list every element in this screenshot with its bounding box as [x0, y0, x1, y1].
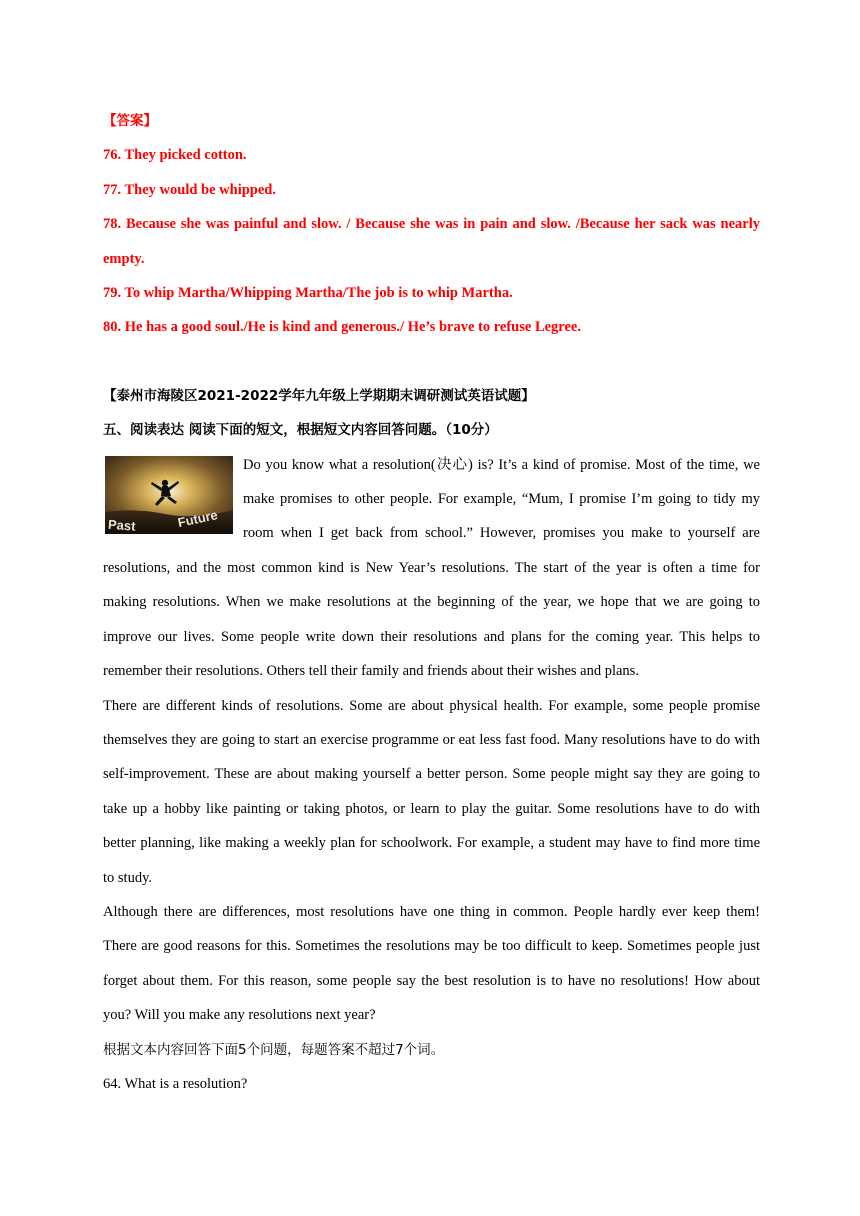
passage-paragraph-2: There are different kinds of resolutions. Some are about physical health. For example, some people promise themselves they are going to start an exercise programme or eat less fast food. Many resolutions have to do with self-improvement. These are about making yourself a better person. Some people might say they are going to take up a hobby like painting or taking photos, or learn to play the guitar. Some resolutions have to do with better planning, like making a weekly plan for schoolwork. For example, a student may have to find more time to study.	[103, 697, 760, 886]
answer-78: 78. Because she was painful and slow. / Because she was in pain and slow. /Because her sack was nearly empty.	[103, 216, 760, 267]
spacer	[103, 345, 760, 379]
past-future-image	[105, 456, 233, 534]
exam-source-heading: 【泰州市海陵区2021-2022学年九年级上学期期末调研测试英语试题】	[103, 387, 535, 404]
answer-label: 【答案】	[103, 113, 157, 129]
answer-80: 80. He has a good soul./He is kind and generous./ He’s brave to refuse Legree.	[103, 319, 581, 336]
section-instruction: 五、阅读表达 阅读下面的短文，根据短文内容回答问题。（10分）	[103, 422, 498, 439]
answer-77: 77. They would be whipped.	[103, 181, 276, 198]
question-64: 64. What is a resolution?	[103, 1075, 248, 1092]
answer-76: 76. They picked cotton.	[103, 147, 247, 164]
past-future-illustration	[105, 456, 233, 534]
past-word: Past	[107, 516, 137, 534]
future-word: Future	[176, 506, 220, 530]
question-intro: 根据文本内容回答下面5个问题，每题答案不超过7个词。	[103, 1041, 445, 1058]
passage-paragraph-1: Do you know what a resolution(决心) is? It’s a kind of promise. Most of the time, we make promises to other people. For example, “Mum, I promise I’m going to tidy my room when I get back from school.” However, promises you make to yourself are resolutions, and the most common kind is New Year’s resolutions. The start of the year is often a time for making resolutions. When we make resolutions at the beginning of the year, we hope that we are going to improve our lives. Some people write down their resolutions and plans for the coming year. This helps to remember their resolutions. Others tell their family and friends about their wishes and plans.	[103, 456, 760, 680]
answer-79: 79. To whip Martha/Whipping Martha/The job is to whip Martha.	[103, 285, 513, 302]
past-label-art	[108, 516, 137, 533]
document-page	[103, 104, 760, 1101]
passage-paragraph-3: Although there are differences, most resolutions have one thing in common. People hardly ever keep them! There are good reasons for this. Sometimes the resolutions may be too difficult to keep. Sometimes people just forget about them. For this reason, some people say the best resolution is to have no resolutions! How about you? Will you make any resolutions next year?	[103, 903, 760, 1024]
